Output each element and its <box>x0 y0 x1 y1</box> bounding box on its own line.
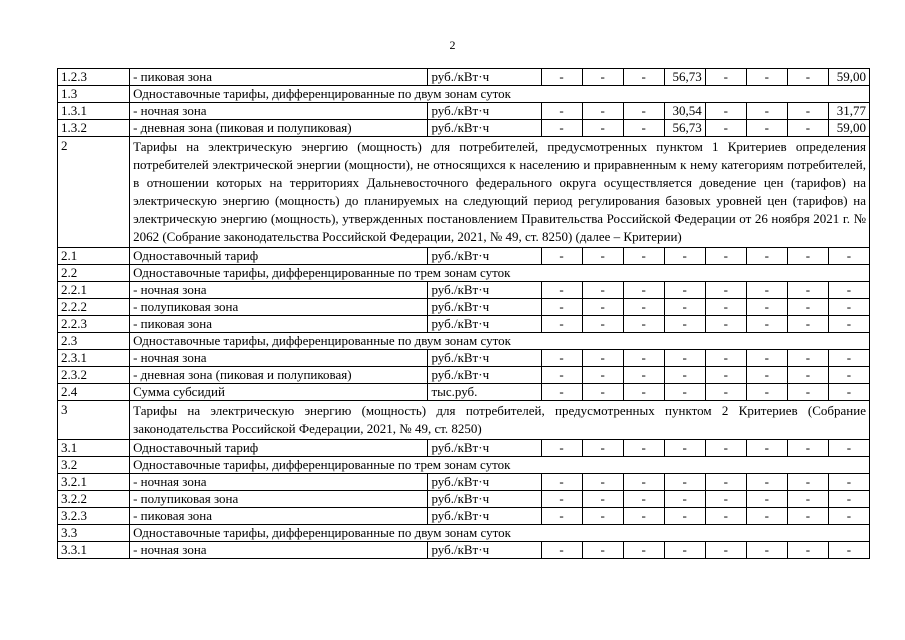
tariff-table <box>57 68 870 559</box>
value-cell: - <box>787 69 828 86</box>
value-cell: - <box>623 491 664 508</box>
value-cell: - <box>828 384 869 401</box>
value-cell: - <box>623 508 664 525</box>
row-number: 3.2.2 <box>58 491 130 508</box>
value-cell: - <box>541 69 582 86</box>
value-cell: - <box>582 282 623 299</box>
table-row <box>58 69 870 86</box>
value-cell: - <box>746 248 787 265</box>
row-number: 3.2.3 <box>58 508 130 525</box>
value-cell: - <box>664 474 705 491</box>
row-number: 1.3 <box>58 86 130 103</box>
value-cell: - <box>664 350 705 367</box>
value-cell: - <box>623 248 664 265</box>
value-cell: - <box>664 542 705 559</box>
row-name: - полупиковая зона <box>130 491 428 508</box>
value-cell: - <box>787 367 828 384</box>
value-cell: - <box>746 69 787 86</box>
table-row <box>58 282 870 299</box>
value-cell: - <box>664 491 705 508</box>
table-row <box>58 367 870 384</box>
row-number: 1.3.2 <box>58 120 130 137</box>
value-cell: - <box>541 299 582 316</box>
value-cell: 56,73 <box>664 69 705 86</box>
value-cell: - <box>746 508 787 525</box>
group-title: Одноставочные тарифы, дифференцированные по трем зонам суток <box>130 457 870 474</box>
value-cell: - <box>746 542 787 559</box>
table-row <box>58 474 870 491</box>
section-title: Тарифы на электрическую энергию (мощность) для потребителей, предусмотренных пунктом 1 Критериев определения потребителей электрической энергии (мощности), не относящихся к населению и приравненным к нему категориям потребителей, в отношении которых на территориях Дальневосточного федерального округа осуществляется доведение цен (тарифов) на электрическую энергию (мощность) до планируемых на следующий период регулирования базовых уровней цен (тарифов) на электрическую энергию (мощность), утвержденных постановлением Правительства Российской Федерации от 26 ноября 2021 г. № 2062 (Собрание законодательства Российской Федерации, 2021, № 49, ст. 8250) (далее – Критерии) <box>130 137 870 248</box>
value-cell: - <box>582 299 623 316</box>
value-cell: - <box>787 542 828 559</box>
row-name: - пиковая зона <box>130 508 428 525</box>
row-unit: руб./кВт·ч <box>428 103 541 120</box>
row-unit: руб./кВт·ч <box>428 367 541 384</box>
value-cell: - <box>582 350 623 367</box>
row-number: 2.2 <box>58 265 130 282</box>
table-row <box>58 316 870 333</box>
value-cell: - <box>623 299 664 316</box>
value-cell: - <box>828 474 869 491</box>
row-number: 1.3.1 <box>58 103 130 120</box>
value-cell: - <box>746 367 787 384</box>
group-title: Одноставочные тарифы, дифференцированные по трем зонам суток <box>130 265 870 282</box>
row-name: - пиковая зона <box>130 316 428 333</box>
value-cell: - <box>828 350 869 367</box>
value-cell: - <box>664 282 705 299</box>
value-cell: - <box>705 508 746 525</box>
group-header-row <box>58 265 870 282</box>
value-cell: - <box>623 440 664 457</box>
row-number: 2.2.1 <box>58 282 130 299</box>
value-cell: - <box>541 367 582 384</box>
table-row <box>58 384 870 401</box>
value-cell: - <box>623 350 664 367</box>
row-number: 2.3 <box>58 333 130 350</box>
value-cell: - <box>582 491 623 508</box>
value-cell: - <box>787 474 828 491</box>
row-name: - пиковая зона <box>130 69 428 86</box>
table-row <box>58 508 870 525</box>
row-name: Одноставочный тариф <box>130 248 428 265</box>
row-name: - ночная зона <box>130 350 428 367</box>
row-number: 3.2.1 <box>58 474 130 491</box>
value-cell: - <box>705 367 746 384</box>
value-cell: - <box>541 508 582 525</box>
section-title: Тарифы на электрическую энергию (мощность) для потребителей, предусмотренных пунктом 2 Критериев (Собрание законодательства Российской Федерации, 2021, № 49, ст. 8250) <box>130 401 870 440</box>
row-number: 3.3.1 <box>58 542 130 559</box>
table-row <box>58 248 870 265</box>
row-number: 2.4 <box>58 384 130 401</box>
value-cell: - <box>746 440 787 457</box>
section-header-row <box>58 137 870 248</box>
row-name: - полупиковая зона <box>130 299 428 316</box>
row-name: - ночная зона <box>130 282 428 299</box>
value-cell: - <box>541 384 582 401</box>
value-cell: - <box>705 69 746 86</box>
value-cell: - <box>664 440 705 457</box>
table-row <box>58 299 870 316</box>
value-cell: - <box>828 282 869 299</box>
value-cell: - <box>582 69 623 86</box>
row-number: 2.2.2 <box>58 299 130 316</box>
value-cell: - <box>541 542 582 559</box>
row-number: 2.1 <box>58 248 130 265</box>
value-cell: - <box>828 316 869 333</box>
table-row <box>58 491 870 508</box>
value-cell: - <box>705 474 746 491</box>
value-cell: - <box>705 440 746 457</box>
group-title: Одноставочные тарифы, дифференцированные по двум зонам суток <box>130 86 870 103</box>
value-cell: - <box>746 299 787 316</box>
row-unit: руб./кВт·ч <box>428 69 541 86</box>
value-cell: - <box>746 491 787 508</box>
value-cell: - <box>623 384 664 401</box>
value-cell: - <box>787 316 828 333</box>
value-cell: - <box>623 120 664 137</box>
value-cell: - <box>746 103 787 120</box>
value-cell: - <box>787 491 828 508</box>
value-cell: - <box>787 384 828 401</box>
row-number: 2.3.1 <box>58 350 130 367</box>
value-cell: - <box>664 508 705 525</box>
value-cell: - <box>705 350 746 367</box>
value-cell: - <box>623 282 664 299</box>
table-row <box>58 103 870 120</box>
group-title: Одноставочные тарифы, дифференцированные по двум зонам суток <box>130 333 870 350</box>
value-cell: - <box>664 299 705 316</box>
row-number: 2.3.2 <box>58 367 130 384</box>
row-number: 2.2.3 <box>58 316 130 333</box>
row-name: - дневная зона (пиковая и полупиковая) <box>130 367 428 384</box>
value-cell: - <box>623 103 664 120</box>
value-cell: - <box>787 282 828 299</box>
row-number: 3.2 <box>58 457 130 474</box>
value-cell: - <box>623 69 664 86</box>
value-cell: - <box>623 367 664 384</box>
row-unit: руб./кВт·ч <box>428 474 541 491</box>
value-cell: - <box>787 299 828 316</box>
value-cell: - <box>582 248 623 265</box>
value-cell: - <box>623 542 664 559</box>
row-unit: руб./кВт·ч <box>428 248 541 265</box>
value-cell: - <box>828 299 869 316</box>
value-cell: - <box>582 316 623 333</box>
value-cell: - <box>746 120 787 137</box>
value-cell: - <box>582 384 623 401</box>
value-cell: - <box>828 542 869 559</box>
value-cell: - <box>582 508 623 525</box>
value-cell: - <box>541 491 582 508</box>
value-cell: 30,54 <box>664 103 705 120</box>
value-cell: - <box>582 120 623 137</box>
value-cell: - <box>664 248 705 265</box>
value-cell: - <box>664 316 705 333</box>
value-cell: - <box>705 120 746 137</box>
table-row <box>58 120 870 137</box>
value-cell: - <box>541 103 582 120</box>
value-cell: - <box>705 491 746 508</box>
value-cell: - <box>582 440 623 457</box>
value-cell: - <box>787 248 828 265</box>
value-cell: - <box>582 542 623 559</box>
row-unit: руб./кВт·ч <box>428 491 541 508</box>
value-cell: - <box>828 367 869 384</box>
value-cell: - <box>746 316 787 333</box>
value-cell: - <box>746 282 787 299</box>
tariff-table-body <box>58 69 870 559</box>
value-cell: - <box>787 350 828 367</box>
value-cell: 56,73 <box>664 120 705 137</box>
value-cell: - <box>582 474 623 491</box>
row-unit: руб./кВт·ч <box>428 508 541 525</box>
group-title: Одноставочные тарифы, дифференцированные по двум зонам суток <box>130 525 870 542</box>
value-cell: - <box>705 103 746 120</box>
row-number: 1.2.3 <box>58 69 130 86</box>
row-unit: руб./кВт·ч <box>428 316 541 333</box>
group-header-row <box>58 525 870 542</box>
group-header-row <box>58 333 870 350</box>
table-row <box>58 440 870 457</box>
row-number: 3.1 <box>58 440 130 457</box>
row-name: Сумма субсидий <box>130 384 428 401</box>
row-unit: руб./кВт·ч <box>428 299 541 316</box>
value-cell: - <box>541 350 582 367</box>
value-cell: - <box>787 440 828 457</box>
value-cell: - <box>541 282 582 299</box>
row-name: - ночная зона <box>130 474 428 491</box>
row-unit: тыс.руб. <box>428 384 541 401</box>
row-name: Одноставочный тариф <box>130 440 428 457</box>
group-header-row <box>58 86 870 103</box>
value-cell: - <box>623 316 664 333</box>
value-cell: - <box>705 248 746 265</box>
value-cell: - <box>746 350 787 367</box>
table-row <box>58 542 870 559</box>
value-cell: - <box>705 316 746 333</box>
value-cell: - <box>705 299 746 316</box>
value-cell: - <box>541 316 582 333</box>
value-cell: - <box>787 103 828 120</box>
value-cell: - <box>541 440 582 457</box>
group-header-row <box>58 457 870 474</box>
value-cell: - <box>705 542 746 559</box>
value-cell: - <box>746 384 787 401</box>
value-cell: 59,00 <box>828 69 869 86</box>
value-cell: 31,77 <box>828 103 869 120</box>
row-number: 3.3 <box>58 525 130 542</box>
value-cell: 59,00 <box>828 120 869 137</box>
value-cell: - <box>582 103 623 120</box>
row-number: 3 <box>58 401 130 440</box>
row-unit: руб./кВт·ч <box>428 542 541 559</box>
value-cell: - <box>541 474 582 491</box>
value-cell: - <box>664 384 705 401</box>
table-row <box>58 350 870 367</box>
row-number: 2 <box>58 137 130 248</box>
value-cell: - <box>582 367 623 384</box>
row-unit: руб./кВт·ч <box>428 440 541 457</box>
value-cell: - <box>787 120 828 137</box>
row-name: - ночная зона <box>130 542 428 559</box>
row-unit: руб./кВт·ч <box>428 120 541 137</box>
value-cell: - <box>705 282 746 299</box>
value-cell: - <box>705 384 746 401</box>
row-unit: руб./кВт·ч <box>428 282 541 299</box>
value-cell: - <box>828 491 869 508</box>
section-header-row <box>58 401 870 440</box>
value-cell: - <box>623 474 664 491</box>
value-cell: - <box>828 508 869 525</box>
value-cell: - <box>541 248 582 265</box>
value-cell: - <box>541 120 582 137</box>
value-cell: - <box>746 474 787 491</box>
value-cell: - <box>664 367 705 384</box>
value-cell: - <box>828 440 869 457</box>
value-cell: - <box>828 248 869 265</box>
value-cell: - <box>787 508 828 525</box>
row-name: - ночная зона <box>130 103 428 120</box>
row-name: - дневная зона (пиковая и полупиковая) <box>130 120 428 137</box>
page-number: 2 <box>449 38 456 52</box>
row-unit: руб./кВт·ч <box>428 350 541 367</box>
